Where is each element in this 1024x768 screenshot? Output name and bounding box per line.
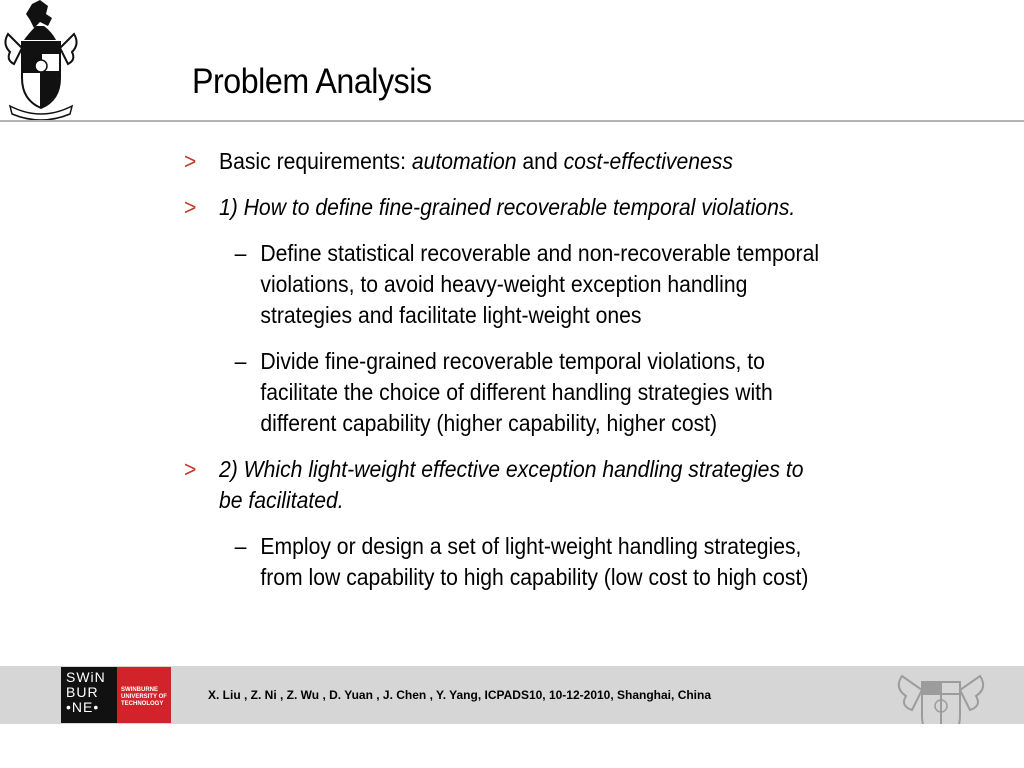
slide-content <box>184 146 904 608</box>
logo-wordmark: SWiN BUR •NE• <box>61 667 117 723</box>
title-divider <box>0 120 1024 122</box>
sub-bullet-marker: – <box>234 533 247 559</box>
sub-bullet-item <box>184 346 904 439</box>
bullet-item <box>184 146 904 177</box>
sub-bullet-text: Employ or design a set of light-weight handling strategies, <box>260 533 802 559</box>
faded-crest-icon <box>892 666 990 724</box>
sub-bullet-text: facilitate the choice of different handling strategies with <box>260 379 773 405</box>
bullet-text: 2) Which light-weight effective exception handling strategies to <box>218 456 804 482</box>
logo-university-name: SWINBURNE UNIVERSITY OF TECHNOLOGY <box>117 667 171 723</box>
sub-bullet-item <box>184 238 904 331</box>
sub-bullet-text: Define statistical recoverable and non-recoverable temporal <box>260 240 820 266</box>
sub-bullet-text: strategies and facilitate light-weight ones <box>260 302 642 328</box>
bullet-marker: > <box>184 148 197 174</box>
swinburne-logo <box>61 667 171 723</box>
sub-bullet-text: violations, to avoid heavy-weight exception handling <box>260 271 748 297</box>
bullet-text: Basic requirements: automation and cost-effectiveness <box>218 148 733 174</box>
sub-bullet-marker: – <box>234 240 247 266</box>
university-crest-icon <box>0 0 82 122</box>
slide-title: Problem Analysis <box>192 62 432 101</box>
bullet-text: 1) How to define fine-grained recoverable temporal violations. <box>218 194 796 220</box>
sub-bullet-item <box>184 531 904 593</box>
sub-bullet-marker: – <box>234 348 247 374</box>
bullet-text: be facilitated. <box>218 487 344 513</box>
bullet-marker: > <box>184 194 197 220</box>
bullet-marker: > <box>184 456 197 482</box>
bullet-item <box>184 192 904 223</box>
footer-citation: X. Liu , Z. Ni , Z. Wu , D. Yuan , J. Chen , Y. Yang, ICPADS10, 10-12-2010, Shanghai, China <box>208 688 712 702</box>
sub-bullet-text: from low capability to high capability (low cost to high cost) <box>260 564 809 590</box>
bullet-item <box>184 454 904 516</box>
sub-bullet-text: Divide fine-grained recoverable temporal violations, to <box>260 348 765 374</box>
sub-bullet-text: different capability (higher capability, higher cost) <box>260 410 718 436</box>
